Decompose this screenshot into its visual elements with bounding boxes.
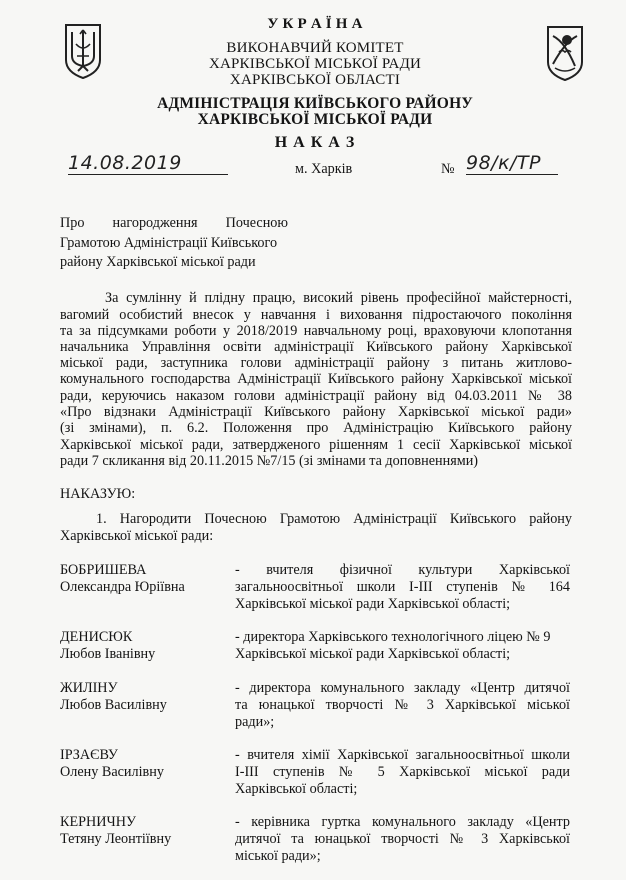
awardee-description-line: загальноосвітньої школи І-ІІІ ступенів № 164: [235, 579, 570, 595]
document-type: Н А К А З: [274, 134, 356, 151]
awardee-name: Любов Іванівну: [60, 646, 156, 662]
committee-line-3: ХАРКІВСЬКОЇ ОБЛАСТІ: [229, 72, 401, 88]
awardee-description-line: - керівника гуртка комунального закладу «Центр: [235, 814, 570, 830]
committee-line-1: ВИКОНАВЧИЙ КОМІТЕТ: [226, 40, 404, 56]
awardee-description-line: Харківської міської ради Харківської області;: [235, 646, 511, 662]
awardee-description-line: - вчителя хімії Харківської загальноосвітньої школи: [235, 747, 570, 763]
awardee-surname: ЖИЛІНУ: [60, 680, 118, 696]
coat-of-arms-ukraine-icon: [63, 22, 103, 80]
preamble-line-7: ради, керуючись наказом голови адміністрації району від 04.03.2011 № 38: [60, 388, 572, 404]
administration-line-2: ХАРКІВСЬКОЇ МІСЬКОЇ РАДИ: [197, 111, 433, 128]
order-city: м. Харків: [295, 161, 353, 177]
coat-of-arms-kharkiv-icon: [545, 24, 585, 82]
preamble-line-5: міської ради, заступника голови адміністрації району з питань житлово-: [60, 355, 572, 371]
subject-line-2: Грамотою Адміністрації Київського: [60, 235, 278, 251]
awardee-description-line: міської ради»;: [235, 848, 321, 864]
order-number-label: №: [441, 161, 455, 177]
point-1-line-1: 1. Нагородити Почесною Грамотою Адміністрації Київського району: [96, 511, 572, 527]
preamble-line-6: комунального господарства Адміністрації Київського району Харківської міської: [60, 371, 572, 387]
point-1-line-2: Харківської міської ради:: [60, 528, 214, 544]
subject-line-3: району Харківської міської ради: [60, 254, 256, 270]
preamble-line-9: (зі змінами), п. 6.2. Положення про Адміністрацію Київського району: [60, 420, 572, 436]
awardee-name: Олександра Юріївна: [60, 579, 185, 595]
administration-line-1: АДМІНІСТРАЦІЯ КИЇВСЬКОГО РАЙОНУ: [157, 95, 473, 112]
awardee-name: Олену Василівну: [60, 764, 164, 780]
awardee-name: Тетяну Леонтіївну: [60, 831, 172, 847]
order-date: 14.08.2019: [68, 152, 228, 175]
awardee-surname: ІРЗАЄВУ: [60, 747, 118, 763]
preamble-line-8: «Про відзнаки Адміністрації Київського району Харківської міської ради»: [60, 404, 572, 420]
order-word: НАКАЗУЮ:: [60, 486, 136, 502]
awardee-description-line: - директора комунального закладу «Центр дитячої: [235, 680, 570, 696]
awardee-surname: ДЕНИСЮК: [60, 629, 133, 645]
awardee-description-line: - директора Харківського технологічного ліцею № 9: [235, 629, 551, 645]
awardee-description-line: Харківської міської ради Харківської області;: [235, 596, 511, 612]
preamble-line-2: вагомий особистий внесок у навчання і виховання підростаючого покоління: [60, 307, 572, 323]
preamble-line-11: ради 7 скликання від 20.11.2015 №7/15 (зі змінами та доповненнями): [60, 453, 479, 469]
country-title: У К Р А Ї Н А: [267, 16, 363, 32]
awardee-description-line: - вчителя фізичної культури Харківської: [235, 562, 570, 578]
awardee-description-line: ради»;: [235, 714, 275, 730]
subject-line-1: Про нагородження Почесною: [60, 215, 288, 231]
preamble-line-4: начальника Управління освіти адміністрації Київського району Харківської: [60, 339, 572, 355]
awardee-description-line: дитячої та юнацької творчості № 3 Харківської: [235, 831, 570, 847]
preamble-line-1: За сумлінну й плідну працю, високий рівень професійної майстерності,: [105, 290, 572, 306]
committee-line-2: ХАРКІВСЬКОЇ МІСЬКОЇ РАДИ: [208, 56, 422, 72]
preamble-line-3: та за підсумками роботи у 2018/2019 навчальному році, враховуючи клопотання: [60, 323, 572, 339]
awardee-description-line: Харківської області;: [235, 781, 358, 797]
preamble-line-10: Харківської міської ради, затвердженого рішенням 1 сесії Харківської міської: [60, 437, 572, 453]
awardee-name: Любов Василівну: [60, 697, 167, 713]
awardee-description-line: та юнацької творчості № 3 Харківської міської: [235, 697, 570, 713]
awardee-description-line: І-ІІІ ступенів № 5 Харківської міської ради: [235, 764, 570, 780]
order-number: 98/к/ТР: [466, 152, 558, 175]
awardee-surname: КЕРНИЧНУ: [60, 814, 137, 830]
awardee-surname: БОБРИШЕВА: [60, 562, 147, 578]
